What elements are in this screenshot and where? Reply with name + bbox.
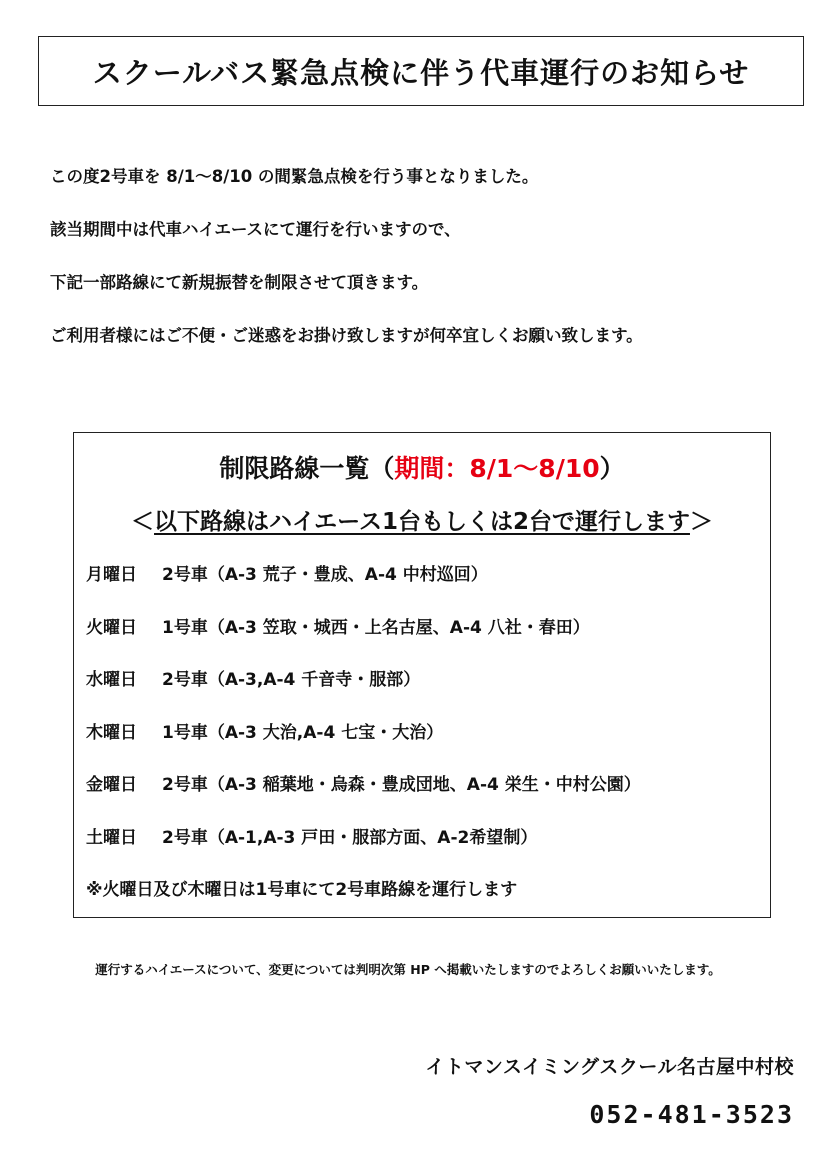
route-list: [86, 559, 766, 874]
route-detail: 2号車（A-3,A-4 千音寺・服部）: [162, 670, 421, 690]
route-row: [86, 664, 766, 717]
intro-line: 下記一部路線にて新規振替を制限させて頂きます。: [50, 273, 429, 292]
restricted-routes-subheading: [74, 503, 770, 536]
restricted-routes-box: [73, 432, 771, 918]
intro-paragraph: [50, 160, 790, 372]
paren-open: （: [369, 454, 395, 483]
route-detail: 1号車（A-3 大治,A-4 七宝・大治）: [162, 722, 444, 743]
sub-bracket-open: ＜: [131, 509, 155, 535]
route-day: 木曜日: [86, 722, 137, 743]
phone-number: 052-481-3523: [589, 1100, 794, 1129]
route-day: 火曜日: [86, 617, 137, 638]
sub-bracket-close: ＞: [689, 509, 713, 535]
heading-label: 制限路線一覧: [219, 454, 370, 483]
period-label: 期間：8/1～8/10: [394, 454, 600, 483]
route-row: [86, 822, 766, 875]
school-name: イトマンスイミングスクール名古屋中村校: [425, 1056, 794, 1078]
footnote: 運行するハイエースについて、変更については判明次第 HP へ掲載いたしますのでよろしくお願いいたします。: [95, 962, 721, 977]
route-day: 水曜日: [86, 670, 137, 690]
intro-line: ご利用者様にはご不便・ご迷惑をお掛け致しますが何卒宜しくお願い致します。: [50, 326, 643, 345]
route-detail: 2号車（A-1,A-3 戸田・服部方面、A-2希望制）: [162, 827, 538, 848]
route-day: 月曜日: [86, 565, 137, 585]
restricted-routes-heading: [74, 449, 770, 485]
route-row: [86, 612, 766, 665]
route-day: 金曜日: [86, 775, 137, 795]
route-detail: 2号車（A-3 稲葉地・烏森・豊成団地、A-4 栄生・中村公園）: [162, 775, 641, 795]
route-row: [86, 559, 766, 612]
route-note: ※火曜日及び木曜日は1号車にて2号車路線を運行します: [86, 880, 518, 900]
route-detail: 2号車（A-3 荒子・豊成、A-4 中村巡回）: [162, 565, 488, 585]
subheading-text: 以下路線はハイエース1台もしくは2台で運行します: [154, 509, 690, 535]
title-box: [38, 36, 804, 106]
intro-line: 該当期間中は代車ハイエースにて運行を行いますので、: [50, 220, 461, 239]
intro-line: この度2号車を 8/1～8/10 の間緊急点検を行う事となりました。: [50, 167, 539, 186]
route-row: [86, 769, 766, 822]
paren-close: ）: [599, 454, 625, 483]
route-row: [86, 717, 766, 770]
route-detail: 1号車（A-3 笠取・城西・上名古屋、A-4 八社・春田）: [162, 617, 590, 638]
page-title: スクールバス緊急点検に伴う代車運行のお知らせ: [92, 55, 750, 90]
route-day: 土曜日: [86, 827, 137, 848]
